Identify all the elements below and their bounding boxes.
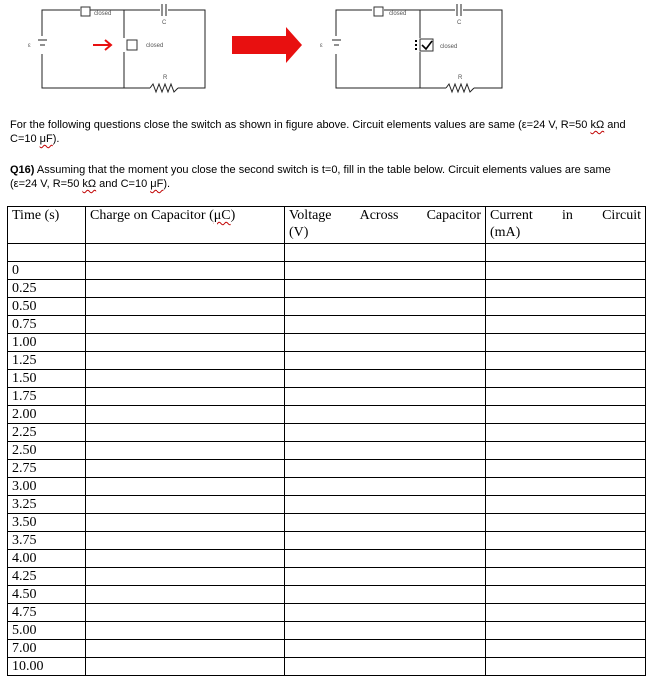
current-cell[interactable]	[486, 460, 646, 478]
data-table	[7, 206, 646, 676]
switch1-label: closed	[94, 11, 112, 17]
charge-cell[interactable]	[86, 604, 285, 622]
voltage-cell[interactable]	[285, 298, 486, 316]
current-cell[interactable]	[486, 280, 646, 298]
current-cell[interactable]	[486, 622, 646, 640]
table-row	[8, 586, 646, 604]
voltage-cell[interactable]	[285, 370, 486, 388]
switch2-checkbox	[127, 40, 137, 50]
time-cell: 10.00	[8, 658, 86, 676]
intro-paragraph: For the following questions close the switch as shown in figure above. Circuit elements values are same (ε=24 V, R=50 kΩ and C=10 μF).	[10, 119, 626, 145]
current-cell[interactable]	[486, 388, 646, 406]
table-row	[8, 550, 646, 568]
switch1-label: closed	[389, 11, 407, 17]
charge-cell[interactable]	[86, 658, 285, 676]
charge-cell[interactable]	[86, 496, 285, 514]
time-cell: 5.00	[8, 622, 86, 640]
table-row	[8, 658, 646, 676]
time-cell: 0.25	[8, 280, 86, 298]
table-row	[8, 640, 646, 658]
charge-cell[interactable]	[86, 622, 285, 640]
current-cell[interactable]	[486, 442, 646, 460]
charge-cell[interactable]	[86, 460, 285, 478]
time-cell: 4.50	[8, 586, 86, 604]
time-cell: 2.25	[8, 424, 86, 442]
header-current: Current in Circuit (mA)	[486, 207, 646, 244]
charge-cell[interactable]	[86, 586, 285, 604]
voltage-cell[interactable]	[285, 640, 486, 658]
table-body	[8, 244, 646, 676]
charge-cell[interactable]	[86, 550, 285, 568]
voltage-cell[interactable]	[285, 334, 486, 352]
time-cell: 4.00	[8, 550, 86, 568]
charge-cell[interactable]	[86, 424, 285, 442]
voltage-cell[interactable]	[285, 388, 486, 406]
charge-cell[interactable]	[86, 262, 285, 280]
voltage-cell[interactable]	[285, 604, 486, 622]
header-time: Time (s)	[8, 207, 86, 244]
resistor-label: R	[163, 75, 168, 81]
time-cell: 7.00	[8, 640, 86, 658]
voltage-cell[interactable]	[285, 586, 486, 604]
charge-cell[interactable]	[86, 568, 285, 586]
time-cell: 0.75	[8, 316, 86, 334]
table-row	[8, 316, 646, 334]
switch1-checkbox	[81, 7, 90, 16]
table-row	[8, 352, 646, 370]
voltage-cell[interactable]	[285, 352, 486, 370]
voltage-cell[interactable]	[285, 532, 486, 550]
table-row	[8, 622, 646, 640]
table-row	[8, 370, 646, 388]
time-cell: 0	[8, 262, 86, 280]
emf-label: ε	[28, 43, 31, 49]
voltage-cell[interactable]	[285, 658, 486, 676]
unit-kohm: kΩ	[590, 119, 605, 131]
time-cell: 3.00	[8, 478, 86, 496]
charge-cell[interactable]	[86, 406, 285, 424]
voltage-cell[interactable]	[285, 514, 486, 532]
current-cell[interactable]	[486, 514, 646, 532]
time-cell: 1.00	[8, 334, 86, 352]
voltage-cell[interactable]	[285, 478, 486, 496]
time-cell: 2.00	[8, 406, 86, 424]
table-row	[8, 532, 646, 550]
current-cell[interactable]	[486, 370, 646, 388]
switch2-label: closed	[146, 43, 164, 49]
header-voltage: Voltage Across Capacitor (V)	[285, 207, 486, 244]
voltage-cell[interactable]	[285, 316, 486, 334]
voltage-cell[interactable]	[285, 280, 486, 298]
table-row	[8, 442, 646, 460]
table-header-row	[8, 207, 646, 244]
capacitor-label: C	[457, 20, 462, 26]
table-row	[8, 388, 646, 406]
voltage-cell[interactable]	[285, 424, 486, 442]
time-cell: 2.50	[8, 442, 86, 460]
charge-cell[interactable]	[86, 316, 285, 334]
current-cell[interactable]	[486, 658, 646, 676]
circuit-figure	[0, 0, 672, 100]
current-cell[interactable]	[486, 352, 646, 370]
current-cell[interactable]	[486, 334, 646, 352]
table-row	[8, 424, 646, 442]
charge-cell[interactable]	[86, 388, 285, 406]
current-cell[interactable]	[486, 262, 646, 280]
voltage-cell[interactable]	[285, 442, 486, 460]
voltage-cell[interactable]	[285, 550, 486, 568]
time-cell: 4.75	[8, 604, 86, 622]
charge-cell[interactable]	[86, 352, 285, 370]
table-row	[8, 298, 646, 316]
right-circuit	[320, 3, 502, 93]
left-circuit	[28, 3, 205, 93]
table-row	[8, 334, 646, 352]
table-row	[8, 496, 646, 514]
table-row	[8, 280, 646, 298]
charge-cell[interactable]	[86, 334, 285, 352]
time-cell: 4.25	[8, 568, 86, 586]
charge-cell[interactable]	[86, 442, 285, 460]
current-cell[interactable]	[486, 532, 646, 550]
voltage-cell[interactable]	[285, 460, 486, 478]
switch1-checkbox	[374, 7, 383, 16]
current-cell[interactable]	[486, 640, 646, 658]
header-charge: Charge on Capacitor (μC)	[86, 207, 285, 244]
voltage-cell[interactable]	[285, 406, 486, 424]
current-cell[interactable]	[486, 550, 646, 568]
current-cell[interactable]	[486, 316, 646, 334]
table-row	[8, 478, 646, 496]
current-cell[interactable]	[486, 424, 646, 442]
charge-cell[interactable]	[86, 532, 285, 550]
emf-label: ε	[320, 43, 323, 49]
current-cell[interactable]	[486, 406, 646, 424]
table-row	[8, 514, 646, 532]
charge-cell[interactable]	[86, 514, 285, 532]
charge-cell[interactable]	[86, 298, 285, 316]
table-row	[8, 604, 646, 622]
table-row-spacer	[8, 244, 646, 262]
question-number: Q16)	[10, 164, 35, 176]
big-red-arrow-icon	[232, 27, 302, 63]
current-cell[interactable]	[486, 478, 646, 496]
unit-uf: μF	[39, 133, 53, 145]
voltage-cell[interactable]	[285, 496, 486, 514]
capacitor-label: C	[162, 20, 167, 26]
table-row	[8, 460, 646, 478]
charge-cell[interactable]	[86, 370, 285, 388]
current-cell[interactable]	[486, 568, 646, 586]
table-row	[8, 406, 646, 424]
resistor-label: R	[458, 75, 463, 81]
current-cell[interactable]	[486, 604, 646, 622]
time-cell: 1.50	[8, 370, 86, 388]
time-cell: 1.25	[8, 352, 86, 370]
time-cell: 3.75	[8, 532, 86, 550]
charge-cell[interactable]	[86, 478, 285, 496]
time-cell: 3.25	[8, 496, 86, 514]
current-cell[interactable]	[486, 298, 646, 316]
time-cell: 1.75	[8, 388, 86, 406]
current-cell[interactable]	[486, 496, 646, 514]
charge-cell[interactable]	[86, 280, 285, 298]
voltage-cell[interactable]	[285, 622, 486, 640]
table-row	[8, 262, 646, 280]
question-paragraph: Q16) Assuming that the moment you close the second switch is t=0, fill in the table below. Circuit elements values are same (ε=24 V, R=50 kΩ and C=10 μF).	[10, 164, 611, 190]
time-cell: 0.50	[8, 298, 86, 316]
current-cell[interactable]	[486, 586, 646, 604]
switch2-label: closed	[440, 44, 458, 50]
time-cell: 3.50	[8, 514, 86, 532]
table-row	[8, 568, 646, 586]
voltage-cell[interactable]	[285, 568, 486, 586]
time-cell: 2.75	[8, 460, 86, 478]
charge-cell[interactable]	[86, 640, 285, 658]
voltage-cell[interactable]	[285, 262, 486, 280]
